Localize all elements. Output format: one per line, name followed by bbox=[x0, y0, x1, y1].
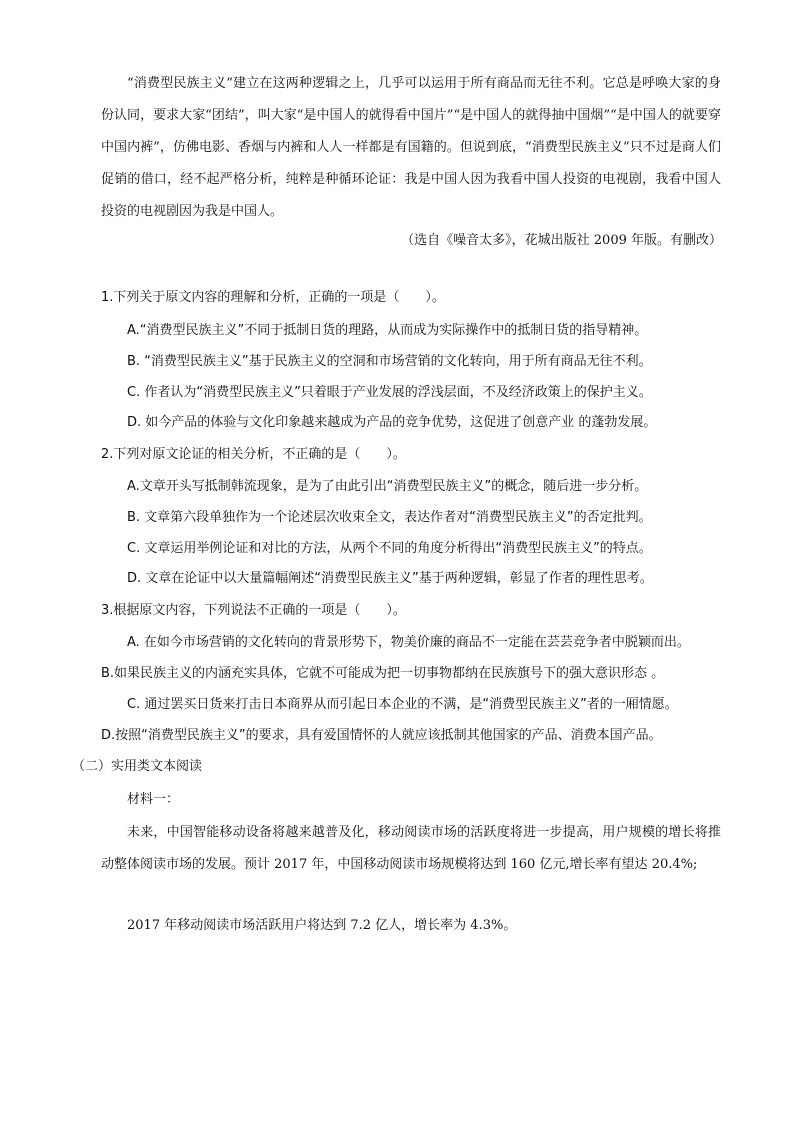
question-2-option-d: D. 文章在论证中以大量篇幅阐述“消费型民族主义”基于两种逻辑，彰显了作者的理性思考。 bbox=[127, 571, 653, 586]
question-3-option-b: B.如果民族主义的内涵充实具体，它就不可能成为把一切事物都纳在民族旗号下的强大意识形态 。 bbox=[101, 666, 665, 681]
question-2-option-c: C. 文章运用举例论证和对比的方法，从两个不同的角度分析得出“消费型民族主义”的特点。 bbox=[127, 541, 652, 556]
question-2-stem: 2.下列对原文论证的相关分析，不正确的是（ ）。 bbox=[101, 447, 406, 462]
question-3-option-d: D.按照“消费型民族主义”的要求，具有爱国情怀的人就应该抵制其他国家的产品、消费本国产品。 bbox=[101, 728, 662, 743]
question-3-option-c: C. 通过罢买日货来打击日本商界从而引起日本企业的不满，是“消费型民族主义”者的一厢情愿。 bbox=[127, 697, 678, 712]
passage-source: （选自《噪音太多》，花城出版社 2009 年版。有删改） bbox=[401, 233, 722, 248]
question-3-option-a: A. 在如今市场营销的文化转向的背景形势下，物美价廉的商品不一定能在芸芸竞争者中脱颖而出。 bbox=[127, 635, 690, 650]
question-1-stem: 1.下列关于原文内容的理解和分析，正确的一项是（ ）。 bbox=[101, 290, 445, 305]
passage-paragraph: “消费型民族主义”建立在这两种逻辑之上，几乎可以运用于所有商品而无往不利。它总是呼唤大家的身份认同，要求大家“团结”，叫大家“是中国人的就得看中国片”“是中国人的就得抽中国烟”“是中国人的就要穿中国内裤”，仿佛电影、香烟与内裤和人人一样都是有国籍的。但说到底，“消费型民族主义”只不过是商人们促销的借口，经不起严格分析，纯粹是种循环论证：我是中国人因为我看中国人投资的电视剧，我看中国人投资的电视剧因为我是中国人。 bbox=[101, 76, 721, 219]
question-2-option-b: B. 文章第六段单独作为一个论述层次收束全文，表达作者对“消费型民族主义”的否定批判。 bbox=[127, 510, 652, 525]
question-1-option-a: A.“消费型民族主义”不同于抵制日货的理路，从而成为实际操作中的抵制日货的指导精神。 bbox=[127, 323, 648, 338]
question-1-option-c: C. 作者认为“消费型民族主义”只着眼于产业发展的浮浅层面，不及经济政策上的保护主义。 bbox=[127, 385, 652, 400]
material-paragraph-1: 未来，中国智能移动设备将越来越普及化，移动阅读市场的活跃度将进一步提高，用户规模的增长将推动整体阅读市场的发展。预计 2017 年，中国移动阅读市场规模将达到 160 亿元,增长率有望达 20.4%; bbox=[101, 825, 721, 872]
section-heading: （二）实用类文本阅读 bbox=[72, 759, 203, 774]
question-3-stem: 3.根据原文内容，下列说法不正确的一项是（ ）。 bbox=[101, 603, 406, 618]
question-1-option-d: D. 如今产品的体验与文化印象越来越成为产品的竞争优势，这促进了创意产业 的蓬勃发展。 bbox=[127, 415, 657, 430]
material-paragraph-2: 2017 年移动阅读市场活跃用户将达到 7.2 亿人，增长率为 4.3%。 bbox=[127, 918, 517, 933]
question-2-option-a: A.文章开头写抵制韩流现象，是为了由此引出“消费型民族主义”的概念，随后进一步分析。 bbox=[127, 479, 648, 494]
material-label: 材料一： bbox=[127, 792, 180, 807]
question-1-option-b: B. “消费型民族主义”基于民族主义的空洞和市场营销的文化转向，用于所有商品无往不利。 bbox=[127, 354, 652, 369]
